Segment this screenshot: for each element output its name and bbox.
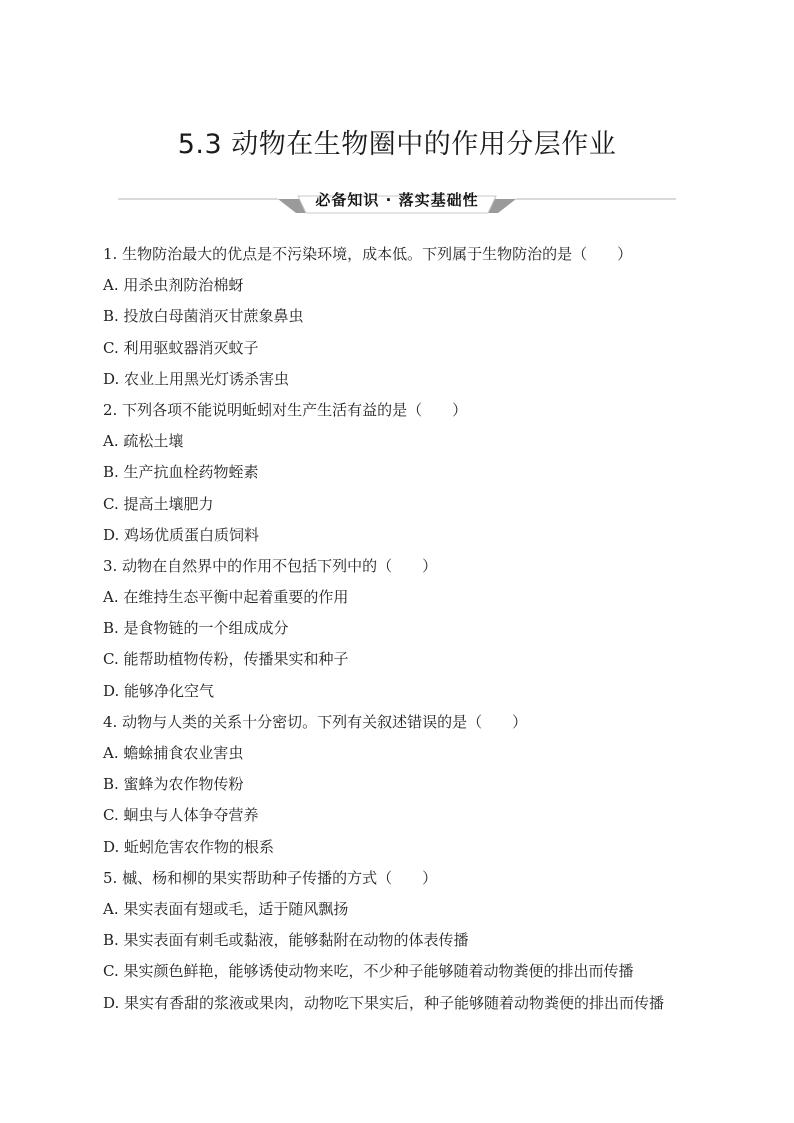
question-4-stem: 4. 动物与人类的关系十分密切。下列有关叙述错误的是（ ）	[103, 712, 528, 731]
question-2-stem: 2. 下列各项不能说明蚯蚓对生产生活有益的是（ ）	[103, 400, 468, 419]
question-4-option-c: C. 蛔虫与人体争夺营养	[103, 806, 259, 825]
question-3-option-b: B. 是食物链的一个组成成分	[103, 619, 289, 638]
section-banner-label: 必备知识 · 落实基础性	[315, 191, 479, 209]
question-5-option-b: B. 果实表面有刺毛或黏液，能够黏附在动物的体表传播	[103, 931, 469, 950]
question-2-option-c: C. 提高土壤肥力	[103, 494, 214, 513]
question-5-stem: 5. 槭、杨和柳的果实帮助种子传播的方式（ ）	[103, 868, 438, 887]
question-3-option-a: A. 在维持生态平衡中起着重要的作用	[103, 588, 349, 607]
question-3-option-d: D. 能够净化空气	[103, 681, 215, 700]
question-3-stem: 3. 动物在自然界中的作用不包括下列中的（ ）	[103, 556, 438, 575]
question-5-option-c: C. 果实颜色鲜艳，能够诱使动物来吃，不少种子能够随着动物粪便的排出而传播	[103, 962, 634, 981]
question-4-option-d: D. 蚯蚓危害农作物的根系	[103, 837, 275, 856]
question-1-option-c: C. 利用驱蚊器消灭蚊子	[103, 338, 259, 357]
question-1-option-b: B. 投放白母菌消灭甘蔗象鼻虫	[103, 307, 304, 326]
question-2-option-a: A. 疏松土壤	[103, 432, 184, 451]
question-4-option-a: A. 蟾蜍捕食农业害虫	[103, 744, 244, 762]
question-4-option-b: B. 蜜蜂为农作物传粉	[103, 775, 244, 794]
question-5-option-a: A. 果实表面有翅或毛，适于随风飘扬	[103, 899, 349, 918]
question-5-option-d: D. 果实有香甜的浆液或果肉，动物吃下果实后，种子能够随着动物粪便的排出而传播	[103, 993, 665, 1012]
question-1-stem: 1. 生物防治最大的优点是不污染环境，成本低。下列属于生物防治的是（ ）	[103, 245, 633, 263]
question-1-option-d: D. 农业上用黑光灯诱杀害虫	[103, 369, 290, 388]
page-title: 5.3 动物在生物圈中的作用分层作业	[177, 129, 617, 161]
section-banner	[118, 184, 676, 216]
question-2-option-b: B. 生产抗血栓药物蛭素	[103, 463, 259, 482]
question-3-option-c: C. 能帮助植物传粉，传播果实和种子	[103, 650, 349, 669]
question-1-option-a: A. 用杀虫剂防治棉蚜	[103, 276, 244, 295]
question-2-option-d: D. 鸡场优质蛋白质饲料	[103, 525, 260, 544]
question-list	[103, 242, 743, 1022]
